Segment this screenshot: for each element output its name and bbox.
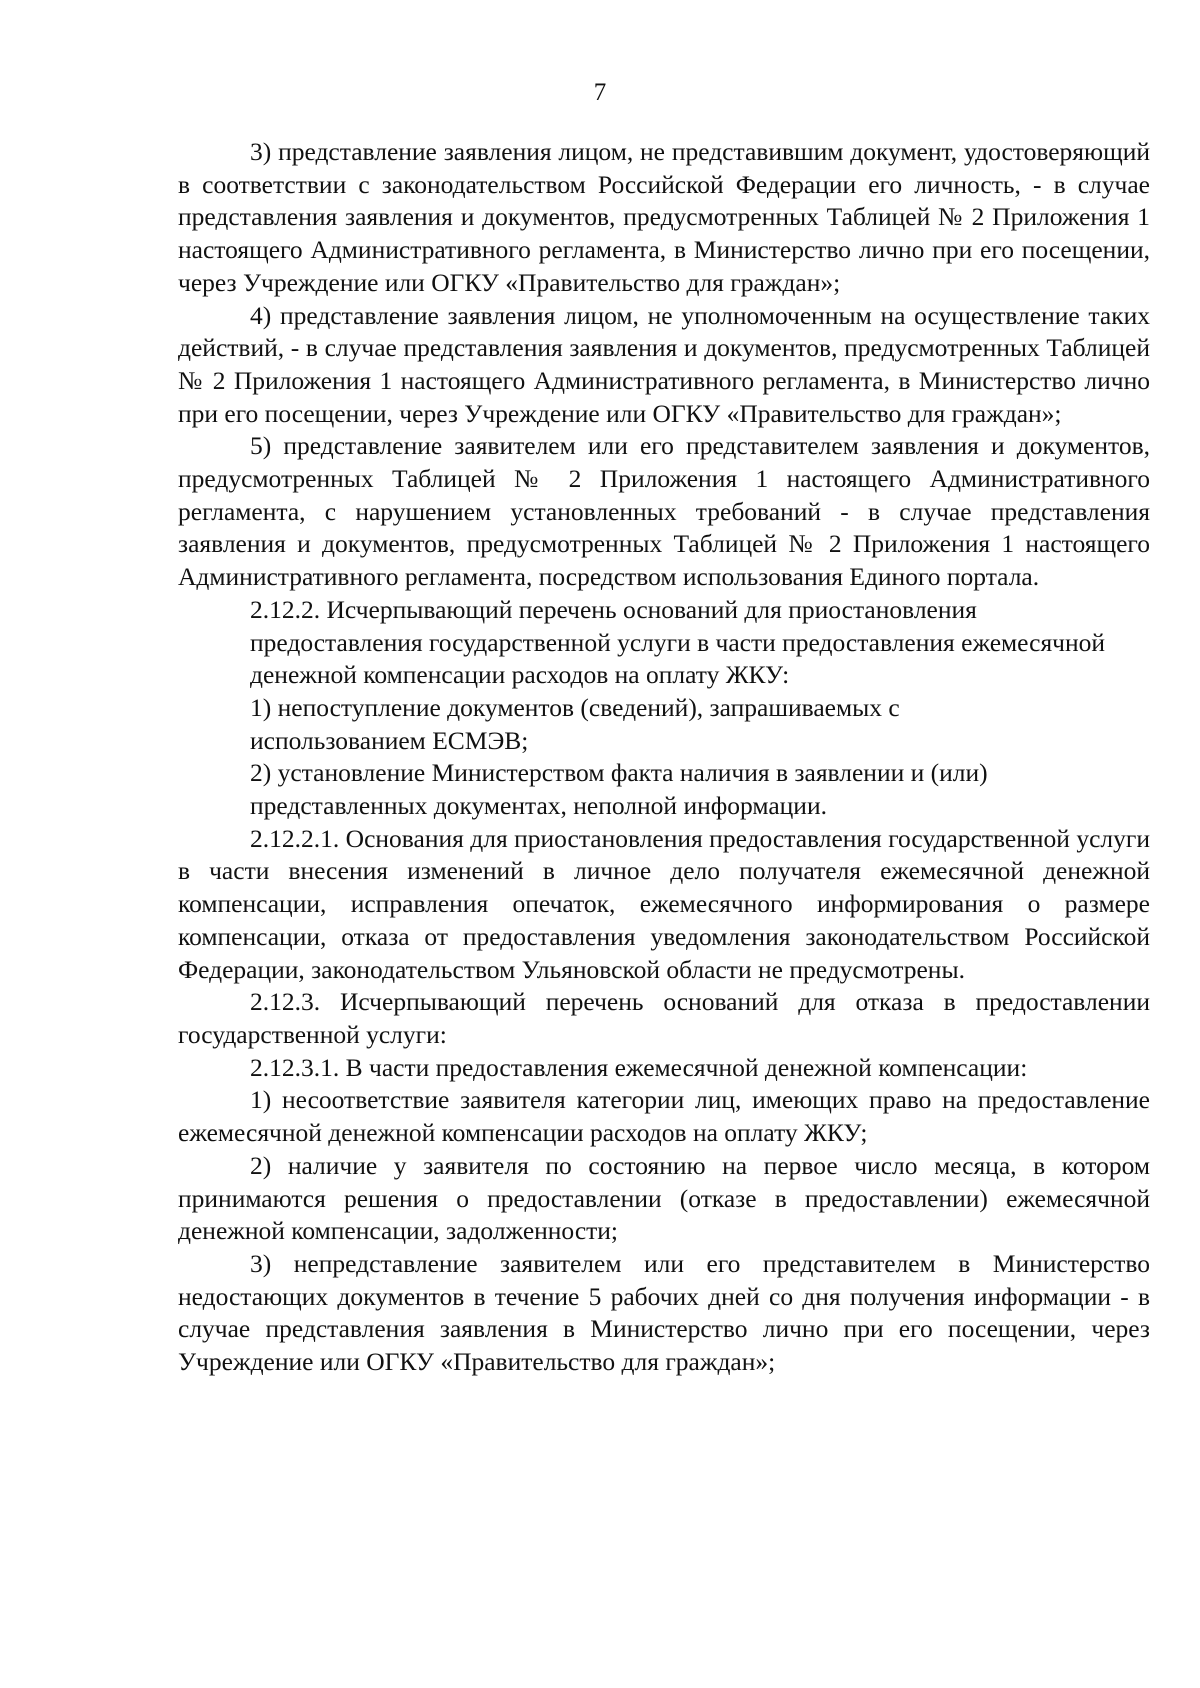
paragraph-denial-item-1: 1) несоответствие заявителя категории лиц, имеющих право на предоставление ежемесячной денежной компенсации расходов на оплату ЖКУ; xyxy=(178,1085,1150,1148)
paragraph-denial-item-3: 3) непредставление заявителем или его представителем в Министерство недостающих документов в течение 5 рабочих дней со дня получения информации - в случае представления заявления в Министерство лично при его посещении, через Учреждение или ОГКУ «Правительство для граждан»; xyxy=(178,1248,1150,1377)
paragraph-2-12-3: 2.12.3. Исчерпывающий перечень оснований для отказа в предоставлении государственной услуги: xyxy=(178,987,1150,1049)
paragraph-2-12-2-1: 2.12.2.1. Основания для приостановления предоставления государственной услуги в части внесения изменений в личное дело получателя ежемесячной денежной компенсации, исправления опечаток, ежемесячного информирования о размере компенсации, отказа от предоставления уведомления законодательством Российской Федерации, законодательством Ульяновской области не предусмотрены. xyxy=(178,823,1150,984)
paragraph-denial-item-2: 2) наличие у заявителя по состоянию на первое число месяца, в котором принимаются решения о предоставлении (отказе в предоставлении) ежемесячной денежной компенсации, задолженности; xyxy=(178,1150,1150,1246)
paragraph-2-12-2-line-3: денежной компенсации расходов на оплату ЖКУ: xyxy=(250,660,790,690)
paragraph-suspension-item-1-cont: использованием ЕСМЭВ; xyxy=(250,725,529,755)
paragraph-suspension-item-2: 2) установление Министерством факта наличия в заявлении и (или) xyxy=(250,758,988,788)
page-number: 7 xyxy=(593,79,607,106)
document-body xyxy=(178,136,1150,1379)
paragraph-2-12-3-1: 2.12.3.1. В части предоставления ежемесячной денежной компенсации: xyxy=(250,1052,1028,1082)
paragraph-refusal-item-4: 4) представление заявления лицом, не уполномоченным на осуществление таких действий, - в случае представления заявления и документов, предусмотренных Таблицей № 2 Приложения 1 настоящего Административного регламента, в Министерство лично при его посещении, через Учреждение или ОГКУ «Правительство для граждан»; xyxy=(178,300,1150,428)
paragraph-2-12-2-line-2: предоставления государственной услуги в части предоставления ежемесячной xyxy=(250,627,1106,657)
paragraph-refusal-item-3: 3) представление заявления лицом, не представившим документ, удостоверяющий в соответствии с законодательством Российской Федерации его личность, - в случае представления заявления и документов, предусмотренных Таблицей № 2 Приложения 1 настоящего Административного регламента, в Министерство лично при его посещении, через Учреждение или ОГКУ «Правительство для граждан»; xyxy=(178,137,1150,297)
paragraph-suspension-item-2-cont: представленных документах, неполной информации. xyxy=(250,791,827,821)
paragraph-suspension-item-1: 1) непоступление документов (сведений), запрашиваемых с xyxy=(250,692,900,722)
paragraph-2-12-2-heading: 2.12.2. Исчерпывающий перечень оснований для приостановления xyxy=(250,594,977,624)
paragraph-refusal-item-5: 5) представление заявителем или его представителем заявления и документов, предусмотренных Таблицей № 2 Приложения 1 настоящего Административного регламента, с нарушением установленных требований - в случае представления заявления и документов, предусмотренных Таблицей № 2 Приложения 1 настоящего Административного регламента, посредством использования Единого портала. xyxy=(178,431,1150,592)
